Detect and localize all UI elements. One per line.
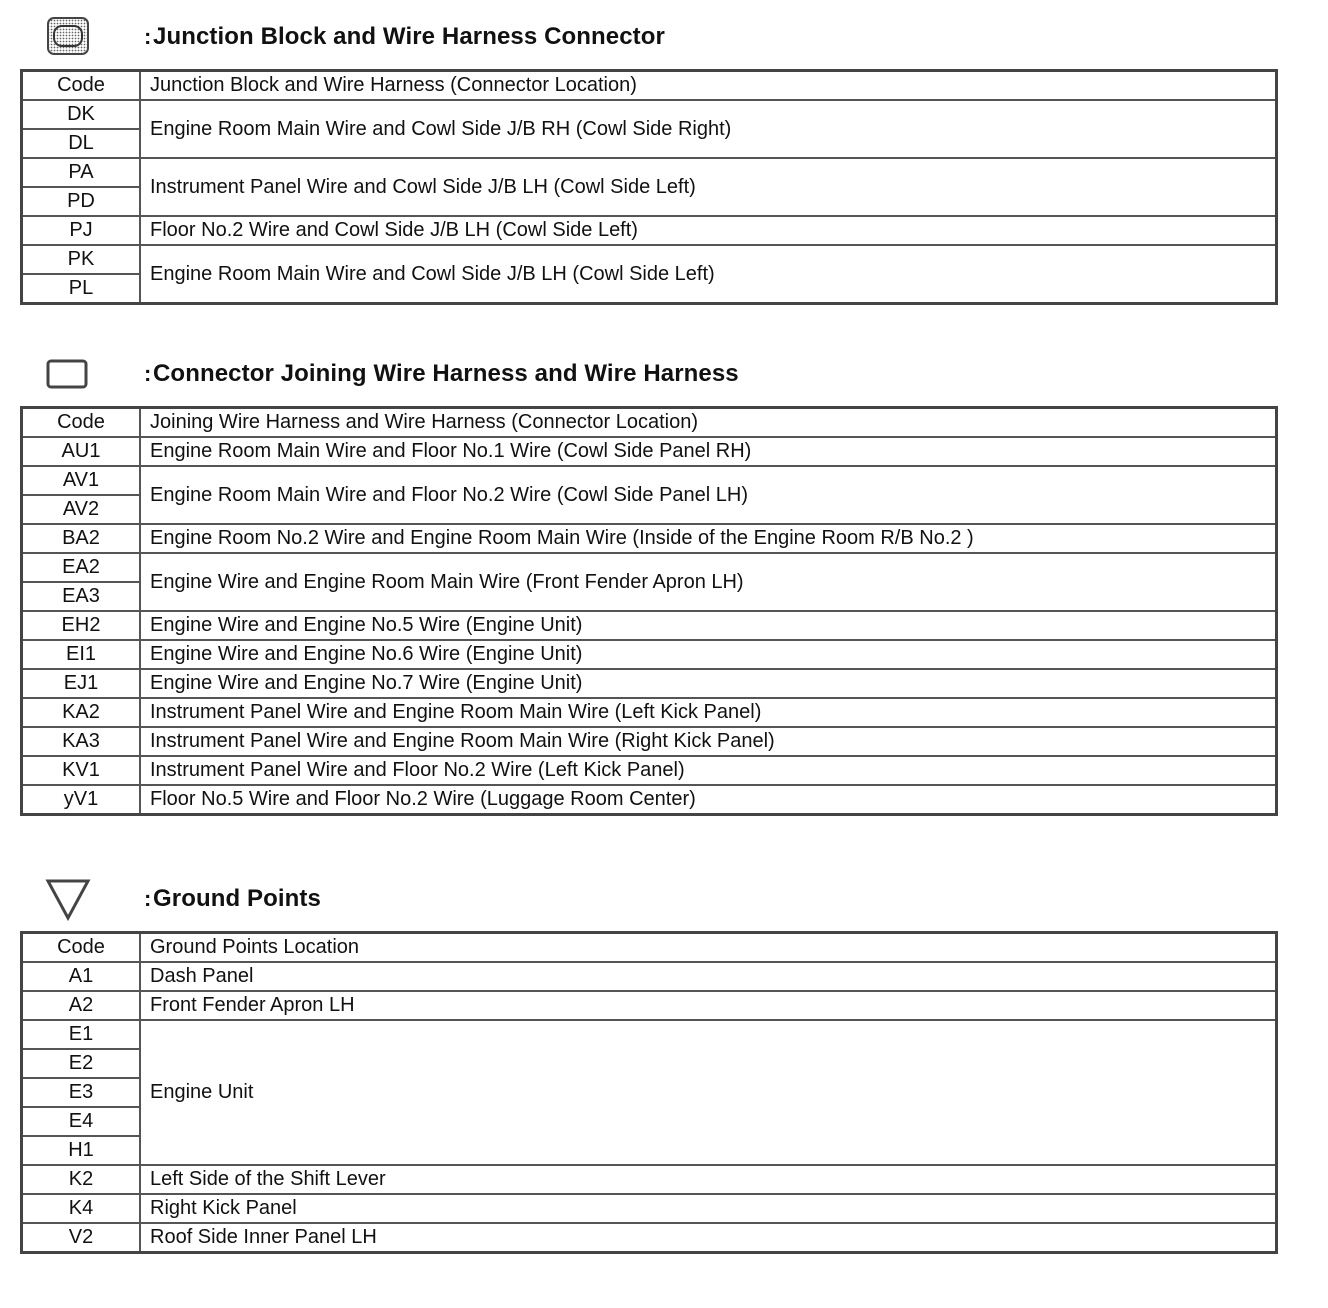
table-header-row [22,933,1277,963]
code-cell: EH2 [22,611,141,640]
table-row [22,640,1277,669]
table-header-row [22,408,1277,438]
location-cell: Instrument Panel Wire and Engine Room Main Wire (Left Kick Panel) [140,698,1277,727]
location-cell: Engine Wire and Engine No.7 Wire (Engine Unit) [140,669,1277,698]
location-cell: Engine Unit [140,1020,1277,1165]
table-row [22,611,1277,640]
table-row [22,1223,1277,1253]
code-cell: EA2 [22,553,141,582]
location-cell: Dash Panel [140,962,1277,991]
code-cell: PA [22,158,141,187]
location-cell: Engine Room Main Wire and Floor No.1 Wire (Cowl Side Panel RH) [140,437,1277,466]
code-cell: K2 [22,1165,141,1194]
heading-colon: : [144,886,152,911]
code-cell: V2 [22,1223,141,1253]
code-cell: yV1 [22,785,141,815]
table-row [22,553,1277,582]
section-heading [20,353,1278,393]
code-cell: PL [22,274,141,304]
junction-block-symbol-icon [44,16,92,60]
code-cell: A2 [22,991,141,1020]
table-row [22,669,1277,698]
code-cell: H1 [22,1136,141,1165]
location-cell: Roof Side Inner Panel LH [140,1223,1277,1253]
section-title: Junction Block and Wire Harness Connector [153,23,665,50]
code-cell: DL [22,129,141,158]
code-cell: K4 [22,1194,141,1223]
code-cell: AV1 [22,466,141,495]
code-cell: KV1 [22,756,141,785]
code-cell: E1 [22,1020,141,1049]
section-heading [20,878,1278,918]
location-cell: Instrument Panel Wire and Cowl Side J/B LH (Cowl Side Left) [140,158,1277,216]
table-row [22,466,1277,495]
junction-block-table [20,69,1278,305]
ground-points-section [20,878,1278,1248]
table-row [22,1194,1277,1223]
location-cell: Engine Wire and Engine No.5 Wire (Engine Unit) [140,611,1277,640]
location-cell: Instrument Panel Wire and Floor No.2 Wire (Left Kick Panel) [140,756,1277,785]
heading-colon: : [144,24,152,49]
code-cell: E2 [22,1049,141,1078]
location-column-header: Joining Wire Harness and Wire Harness (Connector Location) [140,408,1277,438]
location-cell: Engine Room Main Wire and Floor No.2 Wire (Cowl Side Panel LH) [140,466,1277,524]
location-cell: Floor No.2 Wire and Cowl Side J/B LH (Cowl Side Left) [140,216,1277,245]
code-cell: EI1 [22,640,141,669]
section-heading [20,16,1278,56]
table-row [22,756,1277,785]
code-cell: AU1 [22,437,141,466]
section-title: Ground Points [153,885,321,912]
junction-block-section [20,16,1278,299]
table-row [22,991,1277,1020]
location-cell: Front Fender Apron LH [140,991,1277,1020]
location-cell: Left Side of the Shift Lever [140,1165,1277,1194]
table-row [22,1020,1277,1049]
table-row [22,437,1277,466]
code-cell: E3 [22,1078,141,1107]
code-cell: BA2 [22,524,141,553]
code-cell: KA2 [22,698,141,727]
code-cell: PJ [22,216,141,245]
table-row [22,698,1277,727]
heading-colon: : [144,361,152,386]
location-cell: Instrument Panel Wire and Engine Room Main Wire (Right Kick Panel) [140,727,1277,756]
connector-symbol-icon [44,353,92,397]
connector-section [20,353,1278,810]
table-row [22,100,1277,129]
code-column-header: Code [22,71,141,101]
location-cell: Engine Room Main Wire and Cowl Side J/B RH (Cowl Side Right) [140,100,1277,158]
code-cell: EA3 [22,582,141,611]
code-cell: EJ1 [22,669,141,698]
location-cell: Floor No.5 Wire and Floor No.2 Wire (Luggage Room Center) [140,785,1277,815]
table-row [22,962,1277,991]
location-cell: Engine Room No.2 Wire and Engine Room Main Wire (Inside of the Engine Room R/B No.2 ) [140,524,1277,553]
location-cell: Engine Wire and Engine No.6 Wire (Engine Unit) [140,640,1277,669]
code-cell: PD [22,187,141,216]
code-cell: E4 [22,1107,141,1136]
connector-table [20,406,1278,816]
ground-point-triangle-icon [44,878,92,922]
code-cell: DK [22,100,141,129]
table-row [22,727,1277,756]
location-column-header: Junction Block and Wire Harness (Connector Location) [140,71,1277,101]
code-cell: A1 [22,962,141,991]
ground-points-table [20,931,1278,1254]
table-row [22,245,1277,274]
table-header-row [22,71,1277,101]
code-cell: KA3 [22,727,141,756]
location-column-header: Ground Points Location [140,933,1277,963]
table-row [22,1165,1277,1194]
location-cell: Right Kick Panel [140,1194,1277,1223]
table-row [22,785,1277,815]
table-row [22,158,1277,187]
location-cell: Engine Wire and Engine Room Main Wire (Front Fender Apron LH) [140,553,1277,611]
location-cell: Engine Room Main Wire and Cowl Side J/B LH (Cowl Side Left) [140,245,1277,304]
code-column-header: Code [22,408,141,438]
section-title: Connector Joining Wire Harness and Wire Harness [153,360,739,387]
code-cell: PK [22,245,141,274]
table-row [22,524,1277,553]
table-row [22,216,1277,245]
code-cell: AV2 [22,495,141,524]
code-column-header: Code [22,933,141,963]
